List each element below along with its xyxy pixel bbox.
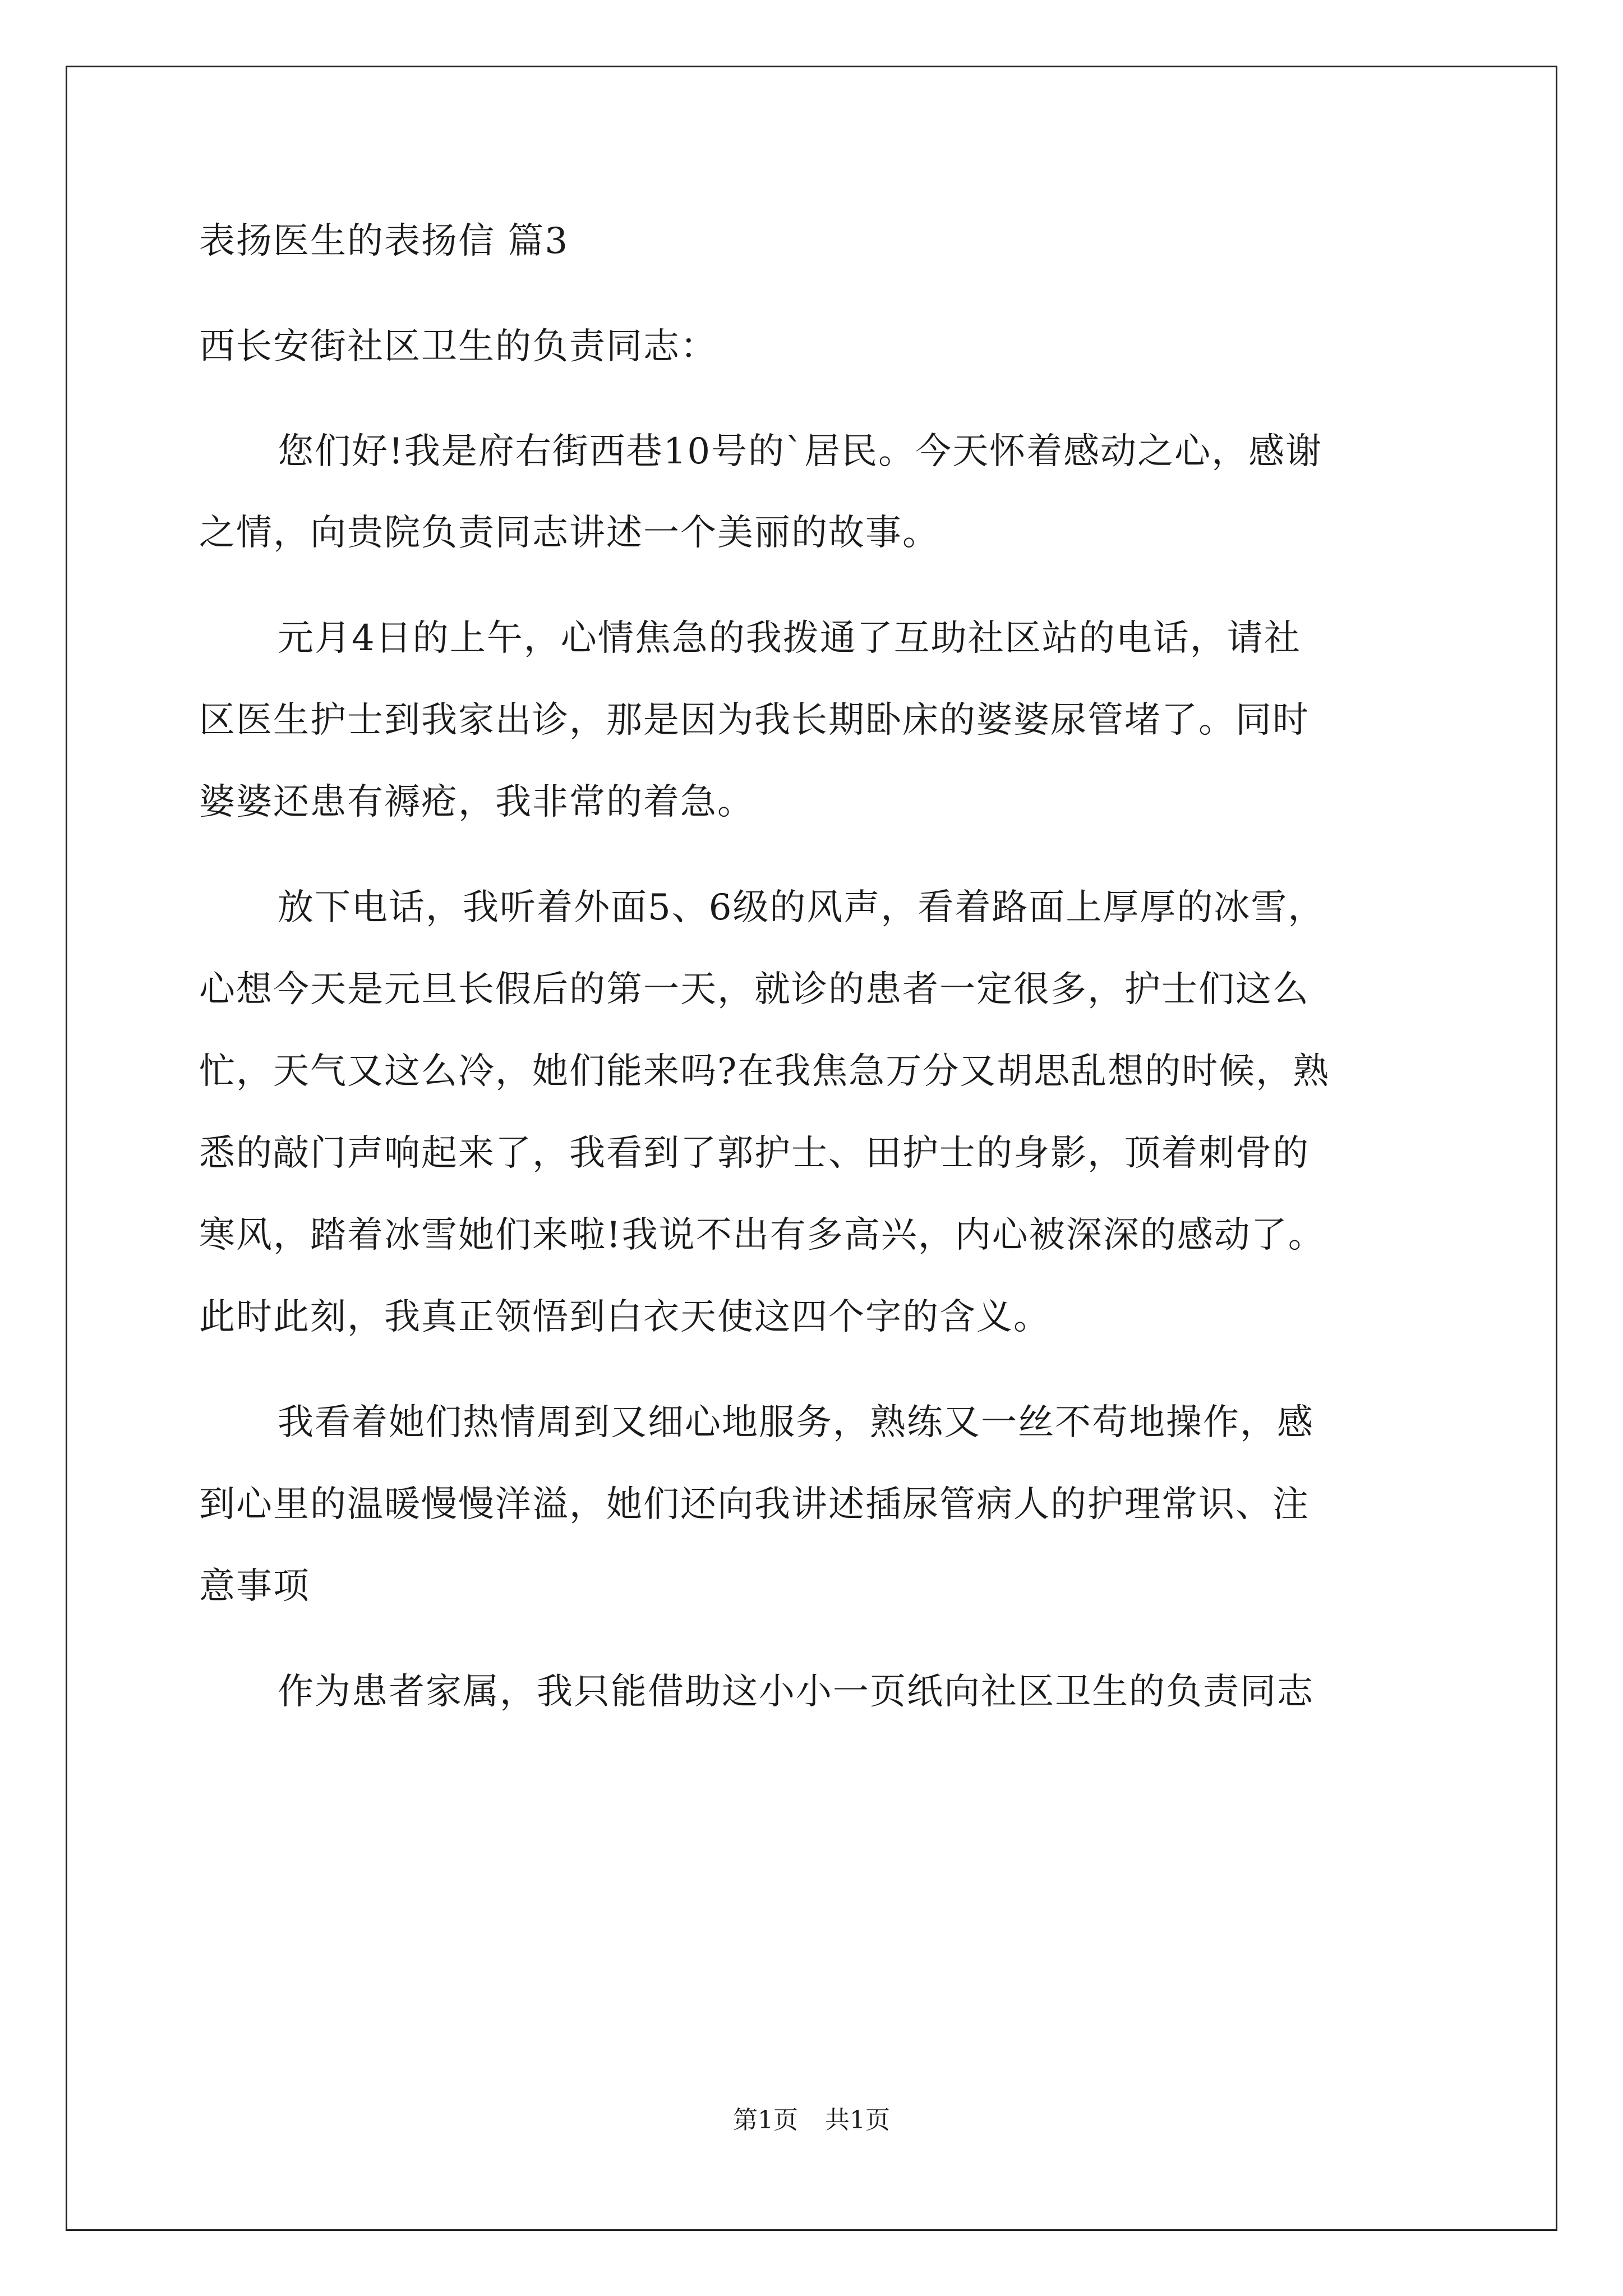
- salutation: 西长安街社区卫生的负责同志：: [199, 326, 717, 367]
- paragraph-line: 心想今天是元旦长假后的第一天，就诊的患者一定很多，护士们这么: [199, 969, 1310, 1010]
- paragraph-line: 您们好!我是府右街西巷10号的`居民。今天怀着感动之心，感谢: [278, 431, 1323, 472]
- paragraph-line: 作为患者家属，我只能借助这小小一页纸向社区卫生的负责同志: [278, 1671, 1314, 1713]
- paragraph-line: 放下电话，我听着外面5、6级的风声，看着路面上厚厚的冰雪，: [278, 887, 1325, 928]
- paragraph-line: 区医生护士到我家出诊，那是因为我长期卧床的婆婆尿管堵了。同时: [199, 700, 1310, 741]
- paragraph-line: 寒风，踏着冰雪她们来啦!我说不出有多高兴，内心被深深的感动了。: [199, 1214, 1325, 1256]
- page-number: 第1页: [733, 2106, 798, 2134]
- paragraph-line: 到心里的温暖慢慢洋溢，她们还向我讲述插尿管病人的护理常识、注: [199, 1484, 1310, 1525]
- paragraph-line: 忙，天气又这么冷，她们能来吗?在我焦急万分又胡思乱想的时候，熟: [199, 1051, 1330, 1092]
- document-title: 表扬医生的表扬信 篇3: [199, 220, 569, 262]
- page-footer: [0, 2105, 1623, 2136]
- paragraph-line: 元月4日的上午，心情焦急的我拨通了互助社区站的电话，请社: [278, 618, 1301, 659]
- paragraph-line: 意事项: [199, 1566, 310, 1607]
- paragraph-line: 悉的敲门声响起来了，我看到了郭护士、田护士的身影，顶着刺骨的: [199, 1133, 1310, 1174]
- page-total: 共1页: [825, 2106, 890, 2134]
- paragraph-line: 婆婆还患有褥疮，我非常的着急。: [199, 781, 754, 823]
- paragraph-line: 之情，向贵院负责同志讲述一个美丽的故事。: [199, 512, 939, 554]
- paragraph-line: 我看着她们热情周到又细心地服务，熟练又一丝不苟地操作，感: [278, 1402, 1314, 1443]
- paragraph-line: 此时此刻，我真正领悟到白衣天使这四个字的含义。: [199, 1296, 1050, 1338]
